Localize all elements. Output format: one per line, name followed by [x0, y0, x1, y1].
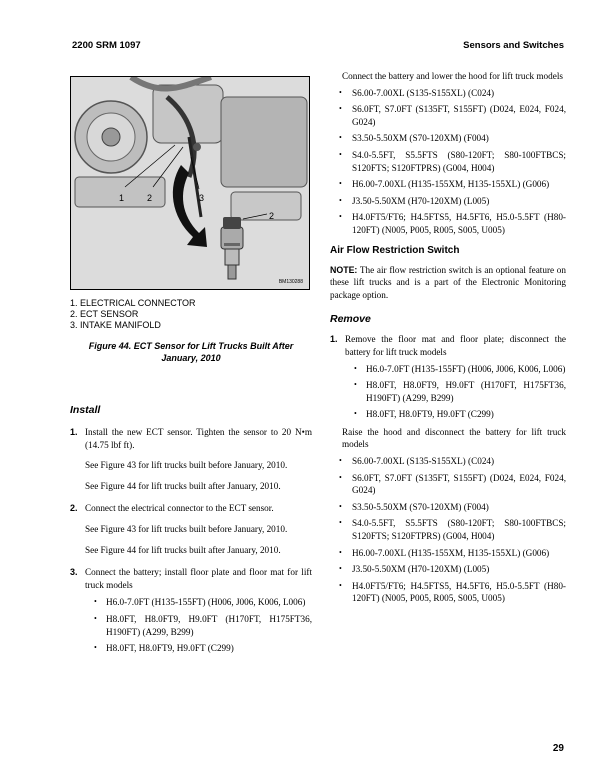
figure-callout-2: 2 — [147, 193, 153, 203]
remove-step-1-list — [330, 363, 566, 421]
bullet-icon: • — [94, 643, 97, 653]
figure-reference: See Figure 44 for lift trucks built after January, 2010. — [85, 480, 281, 491]
install-step-1 — [70, 426, 312, 451]
list-item: • S3.50-5.50XM (S70-120XM) (F004) — [339, 133, 489, 144]
connect-battery-paragraph: Connect the battery and lower the hood for lift truck models — [342, 71, 563, 81]
bullet-icon: • — [339, 195, 342, 205]
figure-legend — [70, 298, 312, 331]
right-column — [330, 70, 566, 609]
figure-callout-1: 1 — [119, 193, 125, 203]
bullet-icon: • — [339, 212, 342, 222]
bullet-icon: • — [339, 472, 342, 482]
install-step-3-list — [70, 596, 312, 654]
figure-reference: See Figure 44 for lift trucks built after January, 2010. — [85, 544, 281, 555]
list-item: • H8.0FT, H8.0FT9, H9.0FT (C299) — [354, 409, 494, 420]
engine-sensor-illustration — [71, 77, 310, 290]
remove-heading: Remove — [330, 313, 371, 326]
bullet-icon: • — [339, 456, 342, 466]
step-number: 1. — [70, 427, 78, 437]
figure-reference: See Figure 43 for lift trucks built before January, 2010. — [85, 523, 288, 534]
figure-44-illustration — [70, 76, 310, 290]
list-item: • J3.50-5.50XM (H70-120XM) (L005) — [339, 564, 490, 575]
legend-item: 1. ELECTRICAL CONNECTOR — [70, 298, 196, 308]
list-item: • S6.00-7.00XL (S135-S155XL) (C024) — [339, 456, 495, 467]
list-item: • H8.0FT, H8.0FT9, H9.0FT (C299) — [94, 643, 234, 654]
page-number: 29 — [552, 743, 564, 754]
list-item: • H6.00-7.00XL (H135-155XM, H135-155XL) (G006) — [339, 547, 550, 558]
step-text: Connect the electrical connector to the ECT sensor. — [85, 503, 274, 514]
list-item: • H4.0FT5/FT6; H4.5FTS5, H4.5FT6, H5.0-5.5FT (H80-120FT) (N005, P005, R005, S005, U005) — [339, 580, 566, 604]
bullet-icon: • — [339, 580, 342, 590]
list-item: • S3.50-5.50XM (S70-120XM) (F004) — [339, 501, 489, 512]
bullet-icon: • — [339, 564, 342, 574]
bullet-icon: • — [339, 104, 342, 114]
step-text: Remove the floor mat and floor plate; disconnect the battery for lift truck models — [345, 334, 566, 357]
bullet-icon: • — [354, 409, 357, 419]
bullet-icon: • — [339, 133, 342, 143]
bullet-icon: • — [94, 613, 97, 623]
step-text: Connect the battery; install floor plate and floor mat for lift truck models — [85, 567, 312, 590]
list-item: • H4.0FT5/FT6; H4.5FTS5, H4.5FT6, H5.0-5.5FT (H80-120FT) (N005, P005, R005, S005, U005) — [339, 212, 566, 235]
list-item: • H8.0FT, H8.0FT9, H9.0FT (H170FT, H175FT36, H190FT) (A299, B299) — [354, 380, 566, 403]
raise-hood-paragraph: Raise the hood and disconnect the battery for lift truck models — [342, 426, 566, 450]
list-item: • S4.0-5.5FT, S5.5FTS (S80-120FT; S80-100FTBCS; S120FTS; S120FTPRS) (G004, H004) — [339, 518, 566, 542]
install-step-3 — [70, 566, 312, 591]
list-item: • S4.0-5.5FT, S5.5FTS (S80-120FT; S80-100FTBCS; S120FTS; S120FTPRS) (G004, H004) — [339, 149, 566, 173]
list-item: • H6.00-7.00XL (H135-155XM, H135-155XL) (G006) — [339, 179, 550, 190]
connect-battery-model-list — [330, 87, 566, 237]
bullet-icon: • — [339, 87, 342, 97]
figure-reference: See Figure 43 for lift trucks built before January, 2010. — [85, 460, 288, 471]
legend-item: 3. INTAKE MANIFOLD — [70, 320, 161, 330]
legend-item: 2. ECT SENSOR — [70, 309, 139, 319]
header-document-number: 2200 SRM 1097 — [72, 40, 141, 51]
bullet-icon: • — [339, 518, 342, 528]
install-step-2 — [70, 502, 312, 515]
list-item: • S6.0FT, S7.0FT (S135FT, S155FT) (D024, E024, F024, G024) — [339, 104, 566, 127]
note-paragraph — [330, 264, 566, 302]
note-text: The air flow restriction switch is an optional feature on these lift trucks and is a part of the Electronic Monitoring package option. — [330, 264, 566, 300]
step-number: 3. — [70, 567, 78, 578]
step-number: 1. — [330, 334, 338, 345]
air-flow-heading: Air Flow Restriction Switch — [330, 244, 460, 256]
list-item: • H8.0FT, H8.0FT9, H9.0FT (H170FT, H175FT36, H190FT) (A299, B299) — [94, 613, 312, 637]
list-item: • H6.0-7.0FT (H135-155FT) (H006, J006, K006, L006) — [354, 363, 566, 374]
raise-hood-model-list — [330, 455, 566, 605]
step-number: 2. — [70, 503, 78, 514]
figure-id: BM130288 — [278, 279, 303, 285]
bullet-icon: • — [339, 501, 342, 511]
step-text: Install the new ECT sensor. Tighten the sensor to 20 N•m (14.75 lbf ft). — [85, 427, 312, 450]
install-heading: Install — [70, 404, 101, 416]
list-item: • S6.00-7.00XL (S135-S155XL) (C024) — [339, 87, 495, 98]
list-item: • J3.50-5.50XM (H70-120XM) (L005) — [339, 195, 490, 206]
bullet-icon: • — [339, 179, 342, 189]
list-item: • H6.0-7.0FT (H135-155FT) (H006, J006, K006, L006) — [94, 597, 306, 608]
bullet-icon: • — [94, 597, 97, 607]
bullet-icon: • — [339, 149, 342, 159]
figure-callout-3: 3 — [199, 193, 205, 203]
bullet-icon: • — [339, 547, 342, 557]
figure-caption: Figure 44. ECT Sensor for Lift Trucks Built After January, 2010 — [88, 341, 294, 363]
left-column — [70, 76, 312, 659]
bullet-icon: • — [354, 380, 357, 390]
note-label: NOTE: — [330, 264, 358, 275]
header-section-title: Sensors and Switches — [463, 40, 564, 51]
list-item: • S6.0FT, S7.0FT (S135FT, S155FT) (D024, E024, F024, G024) — [339, 472, 566, 496]
bullet-icon: • — [354, 363, 357, 373]
figure-callout-2-sensor: 2 — [269, 211, 275, 221]
remove-step-1 — [330, 333, 566, 358]
